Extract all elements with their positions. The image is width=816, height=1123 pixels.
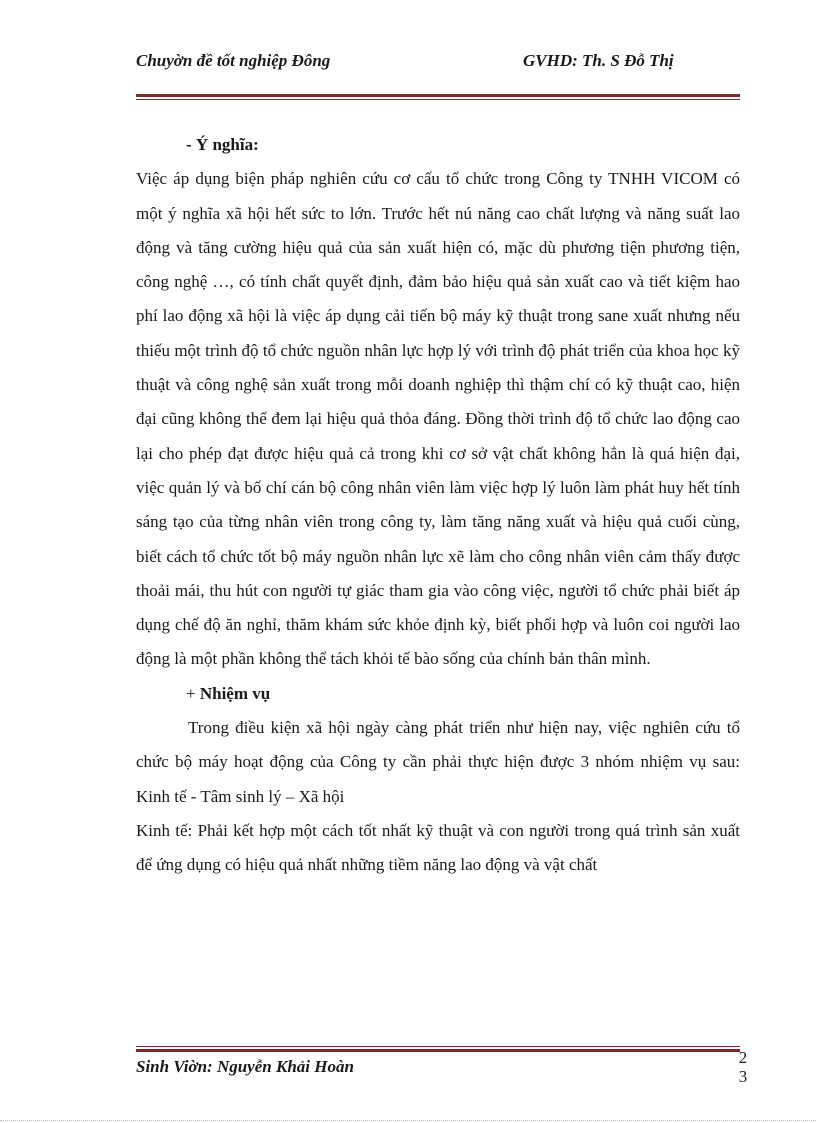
paragraph-tasks: Trong điều kiện xã hội ngày càng phát triển như hiện nay, việc nghiên cứu tổ chức bộ máy hoạt động của Công ty cần phải thực hiện được 3 nhóm nhiệm vụ sau: Kinh tế - Tâm sinh lý – Xã hội [136, 718, 740, 806]
heading-text: Nhiệm vụ [199, 683, 271, 703]
paragraph-economic: Kinh tế: Phải kết hợp một cách tốt nhất kỹ thuật và con người trong quá trình sản xuất để ứng dụng có hiệu quả nhất những tiềm năng lao động và vật chất [136, 820, 740, 875]
header-supervisor: GVHD: Th. S Đỗ Thị [523, 51, 674, 70]
header-rule-thick [136, 94, 740, 97]
section-heading-meaning: - Ý nghĩa: [186, 135, 259, 154]
section-heading-tasks [136, 677, 740, 711]
footer-rule-thick [136, 1049, 740, 1052]
footer-rule-thin [136, 1046, 740, 1047]
paragraph-meaning: Việc áp dụng biện pháp nghiên cứu cơ cấu tổ chức trong Công ty TNHH VICOM có một ý nghĩa xã hội hết sức to lớn. Trước hết nú năng cao chất lượng và năng suất lao động và tăng cường hiệu quả của sản xuất hiện có, mặc dù phương tiện phương tiện, công nghệ …, có tính chất quyết định, đảm bảo hiệu quả sản xuất cao và tiết kiệm hao phí lao động xã hội là việc áp dụng cải tiến bộ máy kỹ thuật trong sane xuất nhưng nếu thiếu một trình độ tổ chức nguồn nhân lực hợp lý với trình độ phát triển của khoa học kỹ thuật và công nghệ sản xuất trong mỗi doanh nghiệp thì thậm chí có kỹ thuật cao, hiện đại cũng không thể đem lại hiệu quả thỏa đáng. Đồng thời trình độ tổ chức lao động cao lại cho phép đạt được hiệu quả cả trong khi cơ sở vật chất không hẳn là quá hiện đại, việc quản lý và bố chí cán bộ công nhân viên làm việc hợp lý luôn làm phát huy hết tính sáng tạo của từng nhân viên trong công ty, làm tăng năng xuất và hiệu quả cuối cùng, biết cách tổ chức tốt bộ máy nguồn nhân lực xẽ làm cho công nhân viên cảm thấy được thoải mái, thu hút con người tự giác tham gia vào công việc, người tổ chức phải biết áp dụng chế độ ăn nghỉ, thăm khám sức khỏe định kỳ, biết phối hợp và luôn coi người lao động là một phần không thể tách khỏi tế bào sống của chính bản thân mình. [136, 169, 740, 669]
header-left-title: Chuyờn đề tốt nghiệp Đông [136, 51, 331, 70]
footer-student-name: Sinh Viờn: Nguyễn Khải Hoàn [136, 1057, 354, 1076]
header-rule-thin [136, 99, 740, 100]
page-number: 23 [738, 1048, 748, 1086]
page-bottom-divider [0, 1120, 816, 1121]
heading-prefix: + [186, 683, 200, 703]
document-body [136, 128, 740, 883]
